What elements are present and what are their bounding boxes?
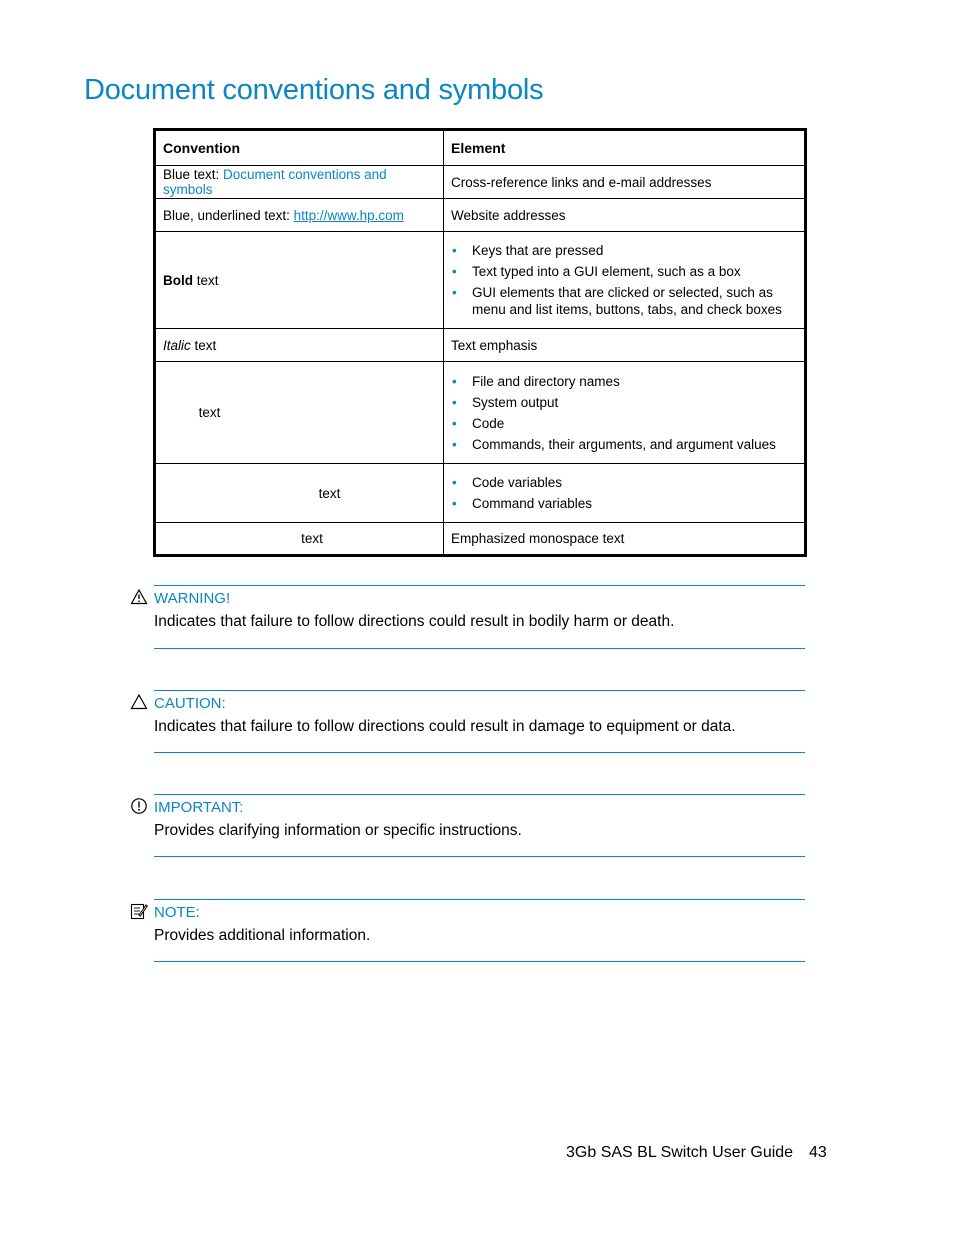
element-cell [444,464,806,523]
italic-sample: Italic [163,337,191,353]
table-row [155,362,806,464]
element-cell: Text emphasis [444,329,806,362]
column-header-convention: Convention [155,130,444,166]
convention-cell [155,166,444,199]
convention-prefix: Blue text: [163,167,224,182]
table-row [155,199,806,232]
note-notice [154,899,805,962]
notice-text: Indicates that failure to follow directions could result in damage to equipment or data. [154,718,736,735]
monospace-italic-sample: text [318,485,341,501]
caution-icon [130,693,148,711]
website-link[interactable]: http://www.hp.com [293,207,404,223]
element-cell: Website addresses [444,199,806,232]
list-item: • Commands, their arguments, and argument values [451,436,797,453]
convention-cell [155,523,444,556]
notice-label: NOTE: [154,904,200,921]
element-cell: Cross-reference links and e-mail addresses [444,166,806,199]
important-icon [130,797,148,815]
monospace-bold-sample: text [301,531,323,546]
list-item: • Code [451,415,797,432]
monospace-sample: text [198,405,221,420]
notice-label: CAUTION: [154,695,226,712]
column-header-element: Element [444,130,806,166]
element-list [451,373,797,453]
convention-cell [155,199,444,232]
element-list [451,242,797,318]
list-item: • Text typed into a GUI element, such as a box [451,263,797,280]
convention-cell [155,232,444,329]
convention-cell [155,362,444,464]
table-row [155,329,806,362]
table-row [155,523,806,556]
element-cell: Emphasized monospace text [444,523,806,556]
convention-cell [155,329,444,362]
table-header-row [155,130,806,166]
notice-text: Provides clarifying information or specific instructions. [154,822,522,839]
notice-text: Indicates that failure to follow directions could result in bodily harm or death. [154,613,675,630]
convention-cell [155,464,444,523]
bold-sample: Bold [163,272,193,288]
notice-label: IMPORTANT: [154,799,244,816]
page-number: 43 [809,1144,827,1161]
warning-notice [154,585,805,649]
convention-suffix: text [193,272,219,288]
list-item: • GUI elements that are clicked or selected, such as menu and list items, buttons, tabs, and check boxes [451,284,797,318]
important-notice [154,794,805,857]
table-row [155,464,806,523]
page-title: Document conventions and symbols [84,74,544,106]
caution-notice [154,690,805,753]
convention-prefix: Blue, underlined text: [163,207,294,223]
list-item: • File and directory names [451,373,797,390]
element-cell [444,362,806,464]
note-icon [130,902,148,920]
cross-reference-link[interactable]: Document conventions and symbols [163,167,387,197]
element-cell [444,232,806,329]
element-list [451,474,797,512]
conventions-table [153,128,807,557]
list-item: • Code variables [451,474,797,491]
footer-guide-title: 3Gb SAS BL Switch User Guide [566,1144,794,1161]
list-item: • System output [451,394,797,411]
convention-suffix: text [190,337,217,353]
warning-icon [130,588,148,606]
notice-text: Provides additional information. [154,927,371,944]
table-row [155,166,806,199]
table-row [155,232,806,329]
list-item: • Keys that are pressed [451,242,797,259]
list-item: • Command variables [451,495,797,512]
notice-label: WARNING! [154,590,231,607]
